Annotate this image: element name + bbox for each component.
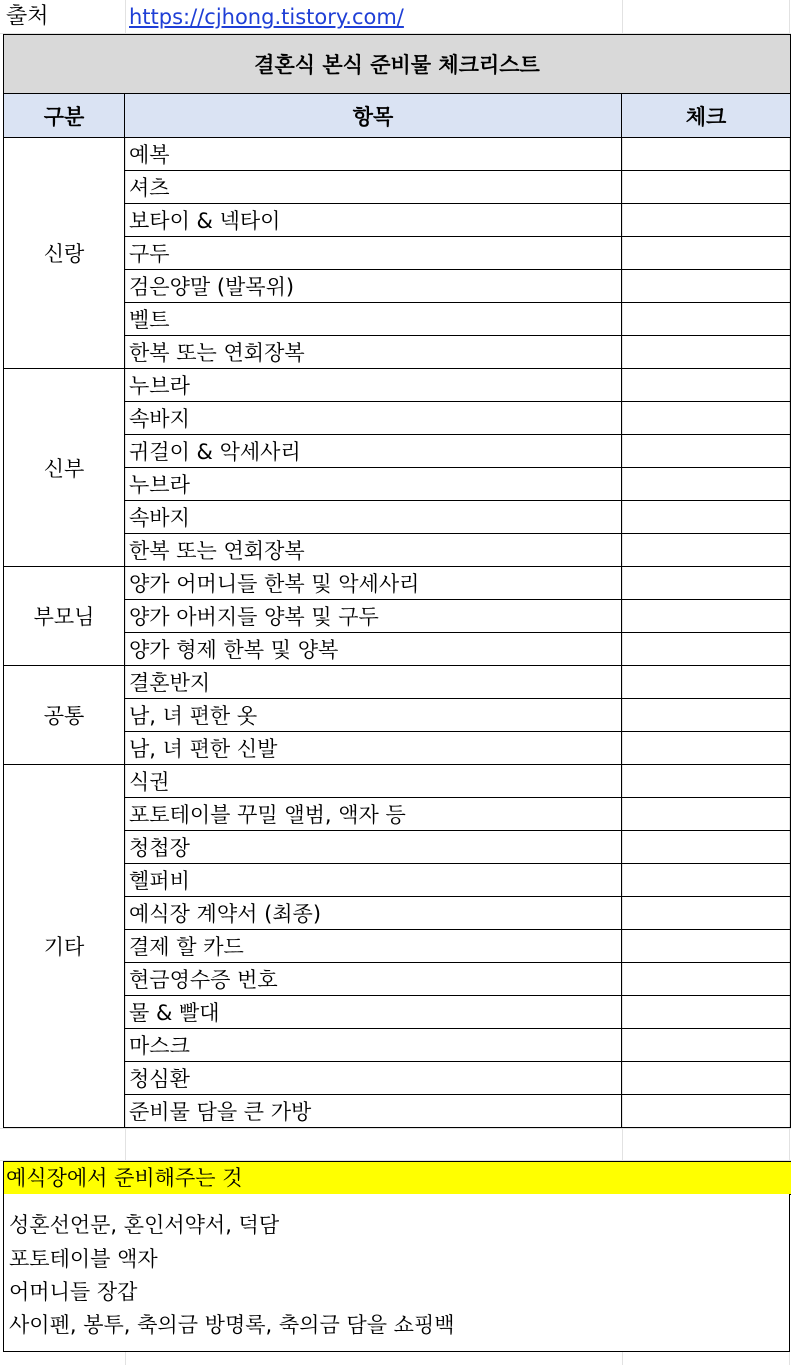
item-cell: 누브라 bbox=[125, 468, 622, 501]
item-cell: 결혼반지 bbox=[125, 666, 622, 699]
grid-line bbox=[0, 1128, 791, 1129]
check-cell[interactable] bbox=[622, 732, 791, 765]
check-cell[interactable] bbox=[622, 600, 791, 633]
item-cell: 속바지 bbox=[125, 402, 622, 435]
venue-item: 포토테이블 액자 bbox=[9, 1247, 158, 1271]
check-cell[interactable] bbox=[622, 996, 791, 1029]
item-cell: 남, 녀 편한 신발 bbox=[125, 732, 622, 765]
item-cell: 한복 또는 연회장복 bbox=[125, 336, 622, 369]
item-cell: 양가 어머니들 한복 및 악세사리 bbox=[125, 567, 622, 600]
check-cell[interactable] bbox=[622, 930, 791, 963]
check-cell[interactable] bbox=[622, 369, 791, 402]
venue-provided-header: 예식장에서 준비해주는 것 bbox=[3, 1161, 791, 1195]
item-cell: 결제 할 카드 bbox=[125, 930, 622, 963]
column-header-item: 항목 bbox=[125, 94, 622, 138]
item-cell: 물 & 빨대 bbox=[125, 996, 622, 1029]
item-cell: 예복 bbox=[125, 138, 622, 171]
venue-item: 성혼선언문, 혼인서약서, 덕담 bbox=[9, 1213, 280, 1237]
check-cell[interactable] bbox=[622, 567, 791, 600]
item-cell: 마스크 bbox=[125, 1029, 622, 1062]
check-cell[interactable] bbox=[622, 1062, 791, 1095]
check-cell[interactable] bbox=[622, 831, 791, 864]
source-label: 출처 bbox=[6, 4, 49, 29]
check-cell[interactable] bbox=[622, 402, 791, 435]
item-cell: 귀걸이 & 악세사리 bbox=[125, 435, 622, 468]
item-cell: 청심환 bbox=[125, 1062, 622, 1095]
check-cell[interactable] bbox=[622, 897, 791, 930]
item-cell: 양가 아버지들 양복 및 구두 bbox=[125, 600, 622, 633]
check-cell[interactable] bbox=[622, 270, 791, 303]
check-cell[interactable] bbox=[622, 1095, 791, 1128]
item-cell: 준비물 담을 큰 가방 bbox=[125, 1095, 622, 1128]
check-cell[interactable] bbox=[622, 435, 791, 468]
venue-item: 사이펜, 봉투, 축의금 방명록, 축의금 담을 쇼핑백 bbox=[9, 1313, 455, 1337]
item-cell: 보타이 & 넥타이 bbox=[125, 204, 622, 237]
item-cell: 속바지 bbox=[125, 501, 622, 534]
item-cell: 현금영수증 번호 bbox=[125, 963, 622, 996]
venue-item: 어머니들 장갑 bbox=[9, 1280, 138, 1304]
category-cell: 기타 bbox=[4, 765, 125, 1128]
checklist-body bbox=[4, 35, 791, 1128]
venue-provided-box bbox=[3, 1194, 790, 1352]
item-cell: 예식장 계약서 (최종) bbox=[125, 897, 622, 930]
item-cell: 누브라 bbox=[125, 369, 622, 402]
item-cell: 구두 bbox=[125, 237, 622, 270]
checklist-row bbox=[4, 567, 791, 600]
check-cell[interactable] bbox=[622, 204, 791, 237]
item-cell: 벨트 bbox=[125, 303, 622, 336]
check-cell[interactable] bbox=[622, 138, 791, 171]
checklist-table bbox=[3, 34, 791, 1128]
check-cell[interactable] bbox=[622, 1029, 791, 1062]
category-cell: 부모님 bbox=[4, 567, 125, 666]
check-cell[interactable] bbox=[622, 633, 791, 666]
check-cell[interactable] bbox=[622, 699, 791, 732]
item-cell: 검은양말 (발목위) bbox=[125, 270, 622, 303]
check-cell[interactable] bbox=[622, 468, 791, 501]
check-cell[interactable] bbox=[622, 171, 791, 204]
category-cell: 신랑 bbox=[4, 138, 125, 369]
checklist-row bbox=[4, 369, 791, 402]
check-cell[interactable] bbox=[622, 534, 791, 567]
check-cell[interactable] bbox=[622, 501, 791, 534]
item-cell: 셔츠 bbox=[125, 171, 622, 204]
item-cell: 식권 bbox=[125, 765, 622, 798]
category-cell: 신부 bbox=[4, 369, 125, 567]
check-cell[interactable] bbox=[622, 864, 791, 897]
item-cell: 청첩장 bbox=[125, 831, 622, 864]
check-cell[interactable] bbox=[622, 963, 791, 996]
check-cell[interactable] bbox=[622, 798, 791, 831]
column-header-category: 구분 bbox=[4, 94, 125, 138]
check-cell[interactable] bbox=[622, 336, 791, 369]
check-cell[interactable] bbox=[622, 237, 791, 270]
check-cell[interactable] bbox=[622, 303, 791, 336]
item-cell: 한복 또는 연회장복 bbox=[125, 534, 622, 567]
check-cell[interactable] bbox=[622, 666, 791, 699]
checklist-row bbox=[4, 666, 791, 699]
checklist-title: 결혼식 본식 준비물 체크리스트 bbox=[4, 35, 791, 94]
check-cell[interactable] bbox=[622, 765, 791, 798]
item-cell: 포토테이블 꾸밀 앨범, 액자 등 bbox=[125, 798, 622, 831]
column-header-check: 체크 bbox=[622, 94, 791, 138]
item-cell: 남, 녀 편한 옷 bbox=[125, 699, 622, 732]
checklist-row bbox=[4, 765, 791, 798]
item-cell: 헬퍼비 bbox=[125, 864, 622, 897]
checklist-row bbox=[4, 138, 791, 171]
source-link[interactable]: https://cjhong.tistory.com/ bbox=[129, 5, 404, 29]
category-cell: 공통 bbox=[4, 666, 125, 765]
item-cell: 양가 형제 한복 및 양복 bbox=[125, 633, 622, 666]
